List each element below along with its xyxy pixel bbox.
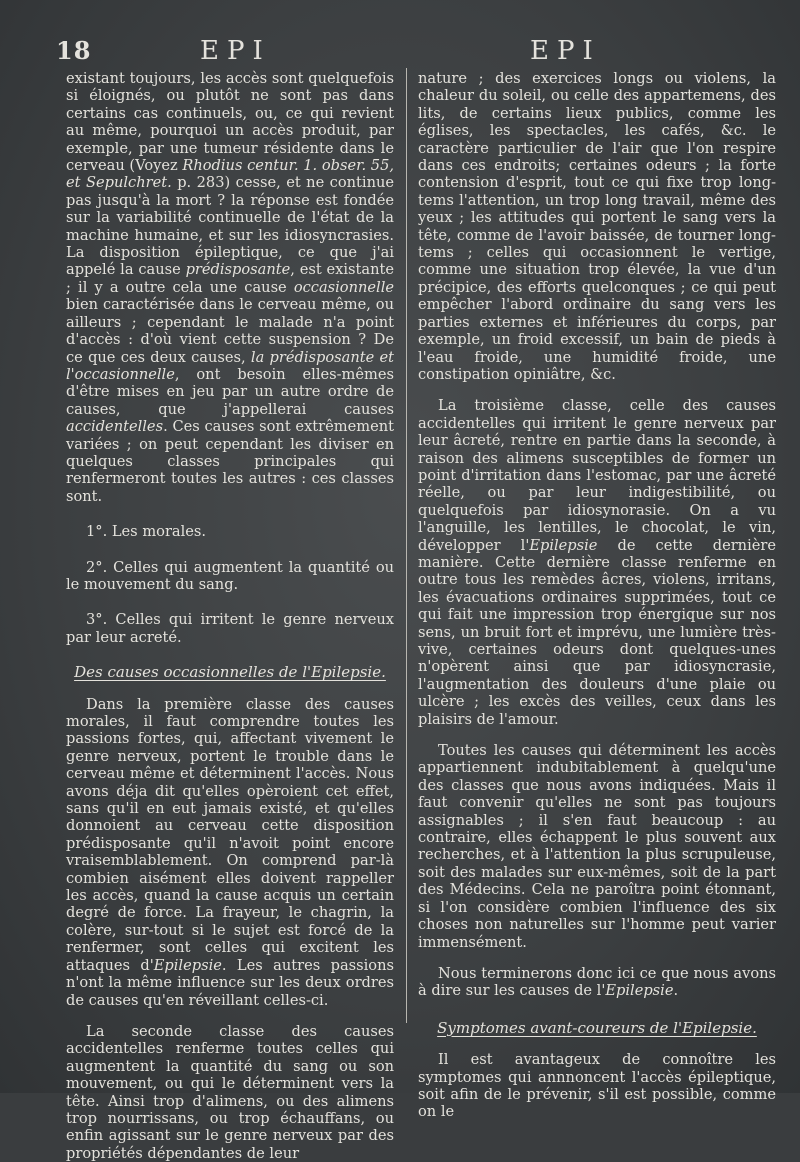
cause-class-item-3: 3°. Celles qui irritent le genre nerveux par leur acreté. xyxy=(66,611,394,646)
left-paragraph-1: existant toujours, les accès sont quelquefois si éloignés, ou plutôt ne sont pas dans certains cas continuels, ou, ce qui revient au même, pourquoi un accès produit, par exemple, par une tumeur résidente dans le cerveau (Voyez Rhodius centur. 1. obser. 55, et Sepulchret. p. 283) cesse, et ne continue pas jusqu'à la mort ? la réponse est fondée sur la variabilité continuelle de l'état de la machine humaine, et sur les idiosyncrasies. La disposition épileptique, ce que j'ai appelé la cause prédisposante, est existante ; il y a outre cela une cause occasionnelle bien caractérisée dans le cerveau même, ou ailleurs ; cependant le malade n'a point d'accès : d'où vient cette suspension ? De ce que ces deux causes, la prédisposante et l'occasionnelle, ont besoin elles-mêmes d'être mises en jeu par un autre ordre de causes, que j'appellerai causes accidentelles. Ces causes sont extrêmement variées ; on peut cependant les diviser en quelques classes principales qui renfermeront toutes les autres : ces classes sont. xyxy=(66,70,395,505)
right-paragraph-2: La troisième classe, celle des causes accidentelles qui irritent le genre nerveux par leur âcreté, rentre en partie dans la seconde, à raison des alimens susceptibles de former un point d'irritation dans l'estomac, par une âcreté réelle, ou par leur indigestibilité, ou quelquefois par idiosynorasie. On a vu l'anguille, les lentilles, le chocolat, le vin, développer l'Epilepsie de cette dernière manière. Cette dernière classe renferme en outre tous les remèdes âcres, violens, irritans, les évacuations ordinaires supprimées, tout ce qui fait une impression trop énergique sur nos sens, un bruit fort et imprévu, une lumière très-vive, certaines odeurs dont quelques-unes n'opèrent ainsi que par idiosyncrasie, l'augmentation des douleurs d'une plaie ou ulcère ; les excès des veilles, ceux dans les plaisirs de l'amour. xyxy=(418,397,777,728)
section-title-symptoms: Symptomes avant-coureurs de l'Epilepsie. xyxy=(437,1018,757,1037)
left-paragraph-3: La seconde classe des causes accidentelles renferme toutes celles qui augmentent la quantité du sang ou son mouvement, ou qui le déterminent vers la tête. Ainsi trop d'alimens, ou des alimens trop nourrissans, ou trop échauffans, ou enfin agissant sur le genre nerveux par des propriétés dépendantes de leur xyxy=(66,1022,394,1162)
section-title-occasional-causes: Des causes occasionnelles de l'Epilepsie. xyxy=(74,663,386,682)
running-head-right: EPI xyxy=(530,36,601,66)
left-column xyxy=(66,70,395,1162)
page-number: 18 xyxy=(56,36,92,65)
right-paragraph-3: Toutes les causes qui déterminent les accès appartiennent indubitablement à quelqu'une des classes que nous avons indiquées. Mais il faut convenir qu'elles ne sont pas toujours assignables ; il s'en faut beaucoup : au contraire, elles échappent le plus souvent aux recherches, et à l'attention la plus scrupuleuse, soit des malades sur eux-mêmes, soit de la part des Médecins. Cela ne paroîtra point étonnant, si l'on considère combien l'influence des six choses non naturelles sur l'homme peut varier immensément. xyxy=(418,742,776,951)
left-paragraph-2: Dans la première classe des causes morales, il faut comprendre toutes les passions fortes, qui, affectant vivement le genre nerveux, portent le trouble dans le cerveau même et déterminent l'accès. Nous avons déja dit qu'elles opèroient cet effet, sans qu'il en eut jamais existé, et qu'elles donnoient au cerveau cette disposition prédisposante qu'il n'avoit point encore vraisemblablement. On comprend par-là combien aisément elles doivent rappeller les accès, quand la cause acquis un certain degré de force. La frayeur, le chagrin, la colère, sur-tout si le sujet est forcé de la renfermer, sont celles qui excitent les attaques d'Epilepsie. Les autres passions n'ont la même influence sur les deux ordres de causes qu'en réveillant celles-ci. xyxy=(66,695,394,1009)
cause-class-item-1: 1°. Les morales. xyxy=(86,523,207,541)
running-head-left: EPI xyxy=(200,36,271,66)
right-paragraph-1: nature ; des exercices longs ou violens, la chaleur du soleil, ou celle des appartemens, des lits, de certains lieux publics, comme les églises, les spectacles, les cafés, &c. le caractère particulier de l'air que l'on respire dans ces endroits; certaines odeurs ; la forte contension d'esprit, tout ce qui fixe trop long-tems l'attention, un trop long travail, même des yeux ; les attitudes qui portent le sang vers la tête, comme de l'avoir baissée, de tourner long-tems ; celles qui occasionnent le vertige, comme une situation trop élevée, la vue d'un précipice, des efforts quelconques ; ce qui peut empêcher l'abord ordinaire du sang vers les parties externes et inférieures du corps, par exemple, un froid excessif, un bain de pieds à l'eau froide, une humidité froide, une constipation opiniâtre, &c. xyxy=(418,70,776,383)
right-column xyxy=(418,70,777,1121)
page-header xyxy=(0,36,800,66)
right-paragraph-5: Il est avantageux de connoître les symptomes qui annnoncent l'accès épileptique, soit afin de le prévenir, s'il est possible, comme on le xyxy=(418,1051,776,1121)
cause-class-item-2: 2°. Celles qui augmentent la quantité ou le mouvement du sang. xyxy=(66,558,394,593)
right-paragraph-4: Nous terminerons donc ici ce que nous avons à dire sur les causes de l'Epilepsie. xyxy=(418,964,776,1000)
column-divider xyxy=(406,68,407,1023)
